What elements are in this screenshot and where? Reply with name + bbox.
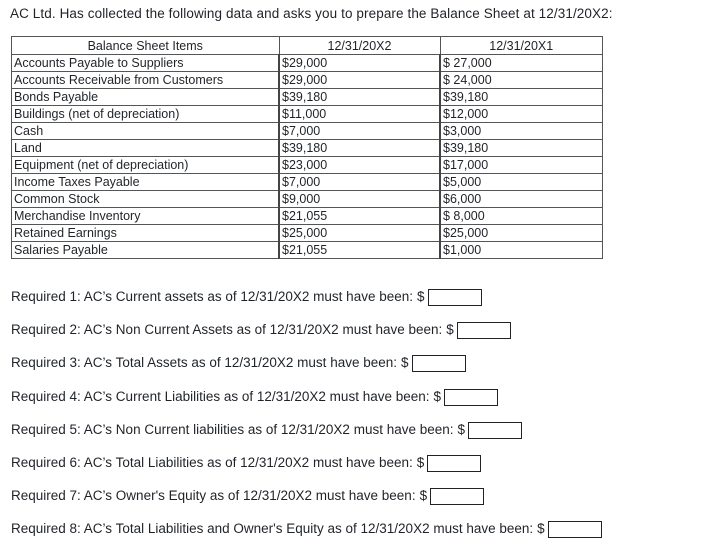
row-value-20x1: $17,000 xyxy=(440,157,603,174)
question-6 xyxy=(11,453,602,486)
row-value-20x1: $39,180 xyxy=(440,140,603,157)
table-row xyxy=(12,140,603,157)
row-value-20x1: $1,000 xyxy=(440,242,603,259)
row-item-label: Equipment (net of depreciation) xyxy=(12,157,280,174)
row-value-20x1: $ 27,000 xyxy=(440,55,603,72)
row-value-20x2: $39,180 xyxy=(279,140,440,157)
answer-input-8[interactable] xyxy=(548,521,602,538)
row-item-label: Bonds Payable xyxy=(12,89,280,106)
row-item-label: Accounts Payable to Suppliers xyxy=(12,55,280,72)
table-row xyxy=(12,225,603,242)
question-3 xyxy=(11,353,602,386)
currency-symbol: $ xyxy=(457,421,466,437)
table-row xyxy=(12,123,603,140)
balance-sheet-table xyxy=(11,36,603,259)
intro-text: AC Ltd. Has collected the following data and asks you to prepare the Balance Sheet at 12/31/20X2: xyxy=(10,6,613,21)
row-value-20x1: $6,000 xyxy=(440,191,603,208)
table-row xyxy=(12,191,603,208)
question-text: Required 7: AC’s Owner's Equity as of 12/31/20X2 must have been: xyxy=(11,488,416,504)
question-text: Required 3: AC’s Total Assets as of 12/31/20X2 must have been: xyxy=(11,355,397,371)
currency-symbol: $ xyxy=(419,488,428,504)
answer-input-5[interactable] xyxy=(468,422,522,439)
currency-symbol: $ xyxy=(416,454,425,470)
row-value-20x2: $25,000 xyxy=(279,225,440,242)
row-value-20x1: $39,180 xyxy=(440,89,603,106)
row-value-20x2: $7,000 xyxy=(279,174,440,191)
row-item-label: Accounts Receivable from Customers xyxy=(12,72,280,89)
table-row xyxy=(12,72,603,89)
currency-symbol: $ xyxy=(537,521,545,537)
row-value-20x2: $9,000 xyxy=(279,191,440,208)
row-item-label: Cash xyxy=(12,123,280,140)
question-8 xyxy=(11,519,602,552)
answer-input-2[interactable] xyxy=(457,322,511,339)
answer-input-1[interactable] xyxy=(428,289,482,306)
row-value-20x2: $21,055 xyxy=(279,242,440,259)
row-value-20x2: $39,180 xyxy=(279,89,440,106)
row-item-label: Buildings (net of depreciation) xyxy=(12,106,280,123)
row-value-20x1: $3,000 xyxy=(440,123,603,140)
row-value-20x1: $12,000 xyxy=(440,106,603,123)
row-item-label: Income Taxes Payable xyxy=(12,174,280,191)
question-text: Required 8: AC’s Total Liabilities and Owner's Equity as of 12/31/20X2 must have been: xyxy=(11,521,534,537)
table-row xyxy=(12,208,603,225)
row-item-label: Land xyxy=(12,140,280,157)
row-item-label: Salaries Payable xyxy=(12,242,280,259)
table-row xyxy=(12,106,603,123)
row-item-label: Common Stock xyxy=(12,191,280,208)
table-row xyxy=(12,174,603,191)
row-item-label: Retained Earnings xyxy=(12,225,280,242)
table-row xyxy=(12,55,603,72)
question-text: Required 6: AC’s Total Liabilities as of 12/31/20X2 must have been: xyxy=(11,454,413,470)
table-row xyxy=(12,242,603,259)
questions-list xyxy=(11,287,602,553)
question-text: Required 4: AC’s Current Liabilities as of 12/31/20X2 must have been: xyxy=(11,388,430,404)
header-20x2: 12/31/20X2 xyxy=(279,37,440,55)
currency-symbol: $ xyxy=(417,289,425,304)
answer-input-4[interactable] xyxy=(444,389,498,406)
row-value-20x2: $29,000 xyxy=(279,55,440,72)
table-row xyxy=(12,157,603,174)
question-7 xyxy=(11,486,602,519)
question-5 xyxy=(11,420,602,453)
header-20x1: 12/31/20X1 xyxy=(440,37,603,55)
currency-symbol: $ xyxy=(446,322,454,338)
currency-symbol: $ xyxy=(401,355,409,371)
question-4 xyxy=(11,387,602,420)
question-text: Required 2: AC’s Non Current Assets as of 12/31/20X2 must have been: xyxy=(11,322,443,338)
question-text: Required 1: AC’s Current assets as of 12/31/20X2 must have been: xyxy=(11,289,413,304)
row-value-20x2: $21,055 xyxy=(279,208,440,225)
row-value-20x1: $25,000 xyxy=(440,225,603,242)
row-value-20x1: $ 24,000 xyxy=(440,72,603,89)
answer-input-6[interactable] xyxy=(427,455,481,472)
header-items: Balance Sheet Items xyxy=(12,37,280,55)
answer-input-3[interactable] xyxy=(412,355,466,372)
currency-symbol: $ xyxy=(433,388,442,404)
row-value-20x2: $23,000 xyxy=(279,157,440,174)
row-value-20x2: $11,000 xyxy=(279,106,440,123)
table-row xyxy=(12,89,603,106)
question-1 xyxy=(11,287,602,320)
row-item-label: Merchandise Inventory xyxy=(12,208,280,225)
row-value-20x2: $7,000 xyxy=(279,123,440,140)
row-value-20x1: $ 8,000 xyxy=(440,208,603,225)
table-header-row xyxy=(12,37,603,55)
row-value-20x1: $5,000 xyxy=(440,174,603,191)
answer-input-7[interactable] xyxy=(430,488,484,505)
question-2 xyxy=(11,320,602,353)
question-text: Required 5: AC’s Non Current liabilities as of 12/31/20X2 must have been: xyxy=(11,421,454,437)
row-value-20x2: $29,000 xyxy=(279,72,440,89)
